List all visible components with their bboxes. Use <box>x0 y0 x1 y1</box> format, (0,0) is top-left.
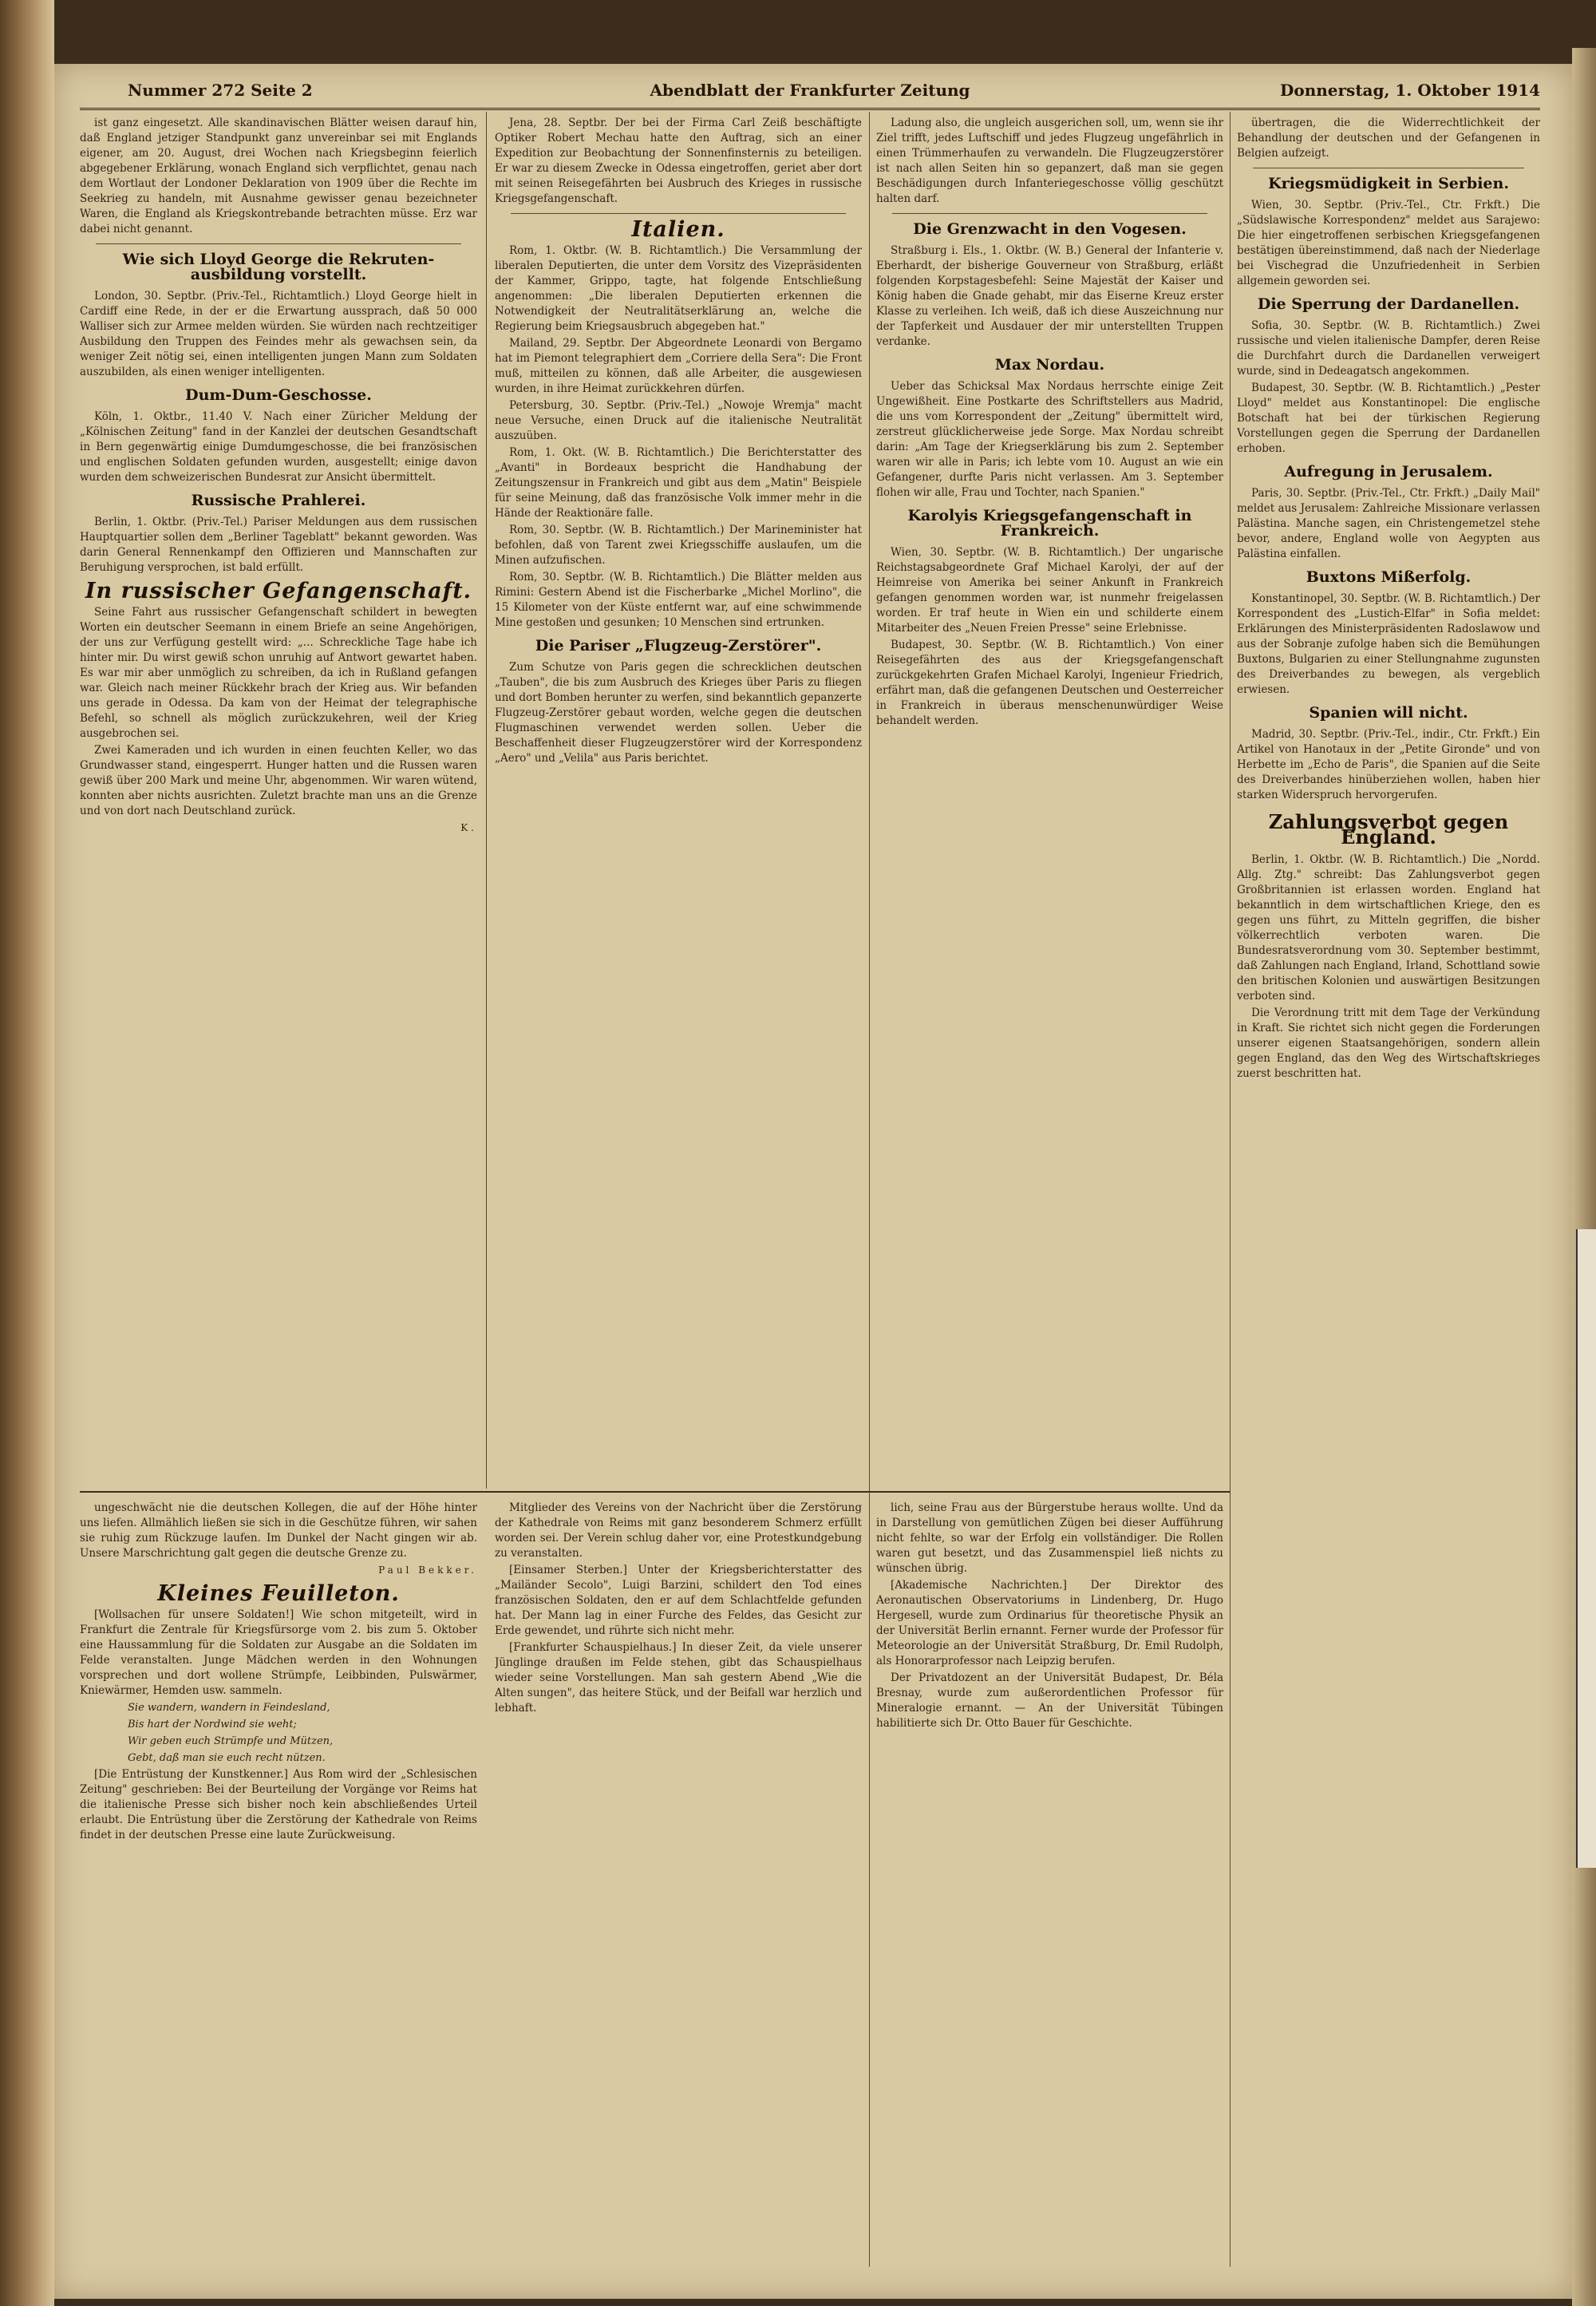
article-text: Mailand, 29. Septbr. Der Abgeordnete Leonardi von Bergamo hat im Piemont telegraphiert dem „Corriere della Sera": Die Front muß, mitteilen zu können, daß alle Arbeiter, die ausgewiesen wurden, in ihre Heimat zurückkehren dürfen. <box>495 337 862 395</box>
column-3 <box>876 116 1223 1485</box>
book-spine <box>0 0 54 2306</box>
verse-line: Gebt, daß man sie euch recht nützen. <box>128 1752 326 1764</box>
column-1 <box>80 116 477 1485</box>
feuilleton-column-2 <box>495 1501 862 2267</box>
masthead <box>80 76 1540 110</box>
page-edge <box>1572 48 1596 2306</box>
verse-line: Bis hart der Nordwind sie weht; <box>128 1719 297 1730</box>
headline-spanien: Spanien will nicht. <box>1309 704 1468 722</box>
separator <box>892 213 1207 214</box>
headline-italien: Italien. <box>631 217 725 242</box>
article-text: Köln, 1. Oktbr., 11.40 V. Nach einer Züricher Meldung der „Kölnischen Zeitung" fand in der Kanzlei der deutschen Gesandtschaft in Bern gegenwärtig einige Dumdumgeschosse, die bei französischen und englischen Soldaten gefunden wurden, ausgestellt; einige davon wurden dem schweizerischen Bundesrat zur Ansicht übermittelt. <box>80 410 477 484</box>
article-text: Mitglieder des Vereins von der Nachricht über die Zerstörung der Kathedrale von Reims mit ganz besonderem Schmerz erfüllt worden sei. Der Verein schlug daher vor, eine Protestkundgebung zu veranstalten. <box>495 1501 862 1560</box>
headline-max-nordau: Max Nordau. <box>994 356 1105 374</box>
newspaper-title: Abendblatt der Frankfurter Zeitung <box>650 81 970 100</box>
article-text: Der Privatdozent an der Universität Budapest, Dr. Béla Bresnay, wurde zum außerordentlichen Professor für Mineralogie ernannt. — An der Universität Tübingen habilitierte sich Dr. Otto Bauer für Geschichte. <box>876 1671 1223 1730</box>
article-text: [Akademische Nachrichten.] Der Direktor des Aeronautischen Observatoriums in Lindenberg, Dr. Hugo Hergesell, wurde zum Ordinarius für theoretische Physik an der Universität Berlin ernannt. Ferner wurde der Professor für Meteorologie an der Universität Straßburg, Dr. Emil Rudolph, als Honorarprofessor nach Leipzig berufen. <box>876 1579 1223 1667</box>
article-text: Rom, 1. Okt. (W. B. Richtamtlich.) Die Berichterstatter des „Avanti" in Bordeaux bespricht die Handhabung der Zeitungszensur in Frankreich und gibt aus dem „Matin" Beispiele für seine Meinung, daß das französische Volk immer mehr in die Hände der Reaktionäre falle. <box>495 446 862 520</box>
article-text: ist ganz eingesetzt. Alle skandinavischen Blätter weisen darauf hin, daß England jetziger Standpunkt ganz unvereinbar sei mit Englands eigener, am 20. August, drei Wochen nach Kriegsbeginn feierlich abgegebener Erklärung, wonach England sich verpflichtet, genau nach dem Wortlaut der Londoner Deklaration von 1909 über die Rechte im Seekrieg zu handeln, mit Ausnahme gewisser genau bezeichneter Waren, die England als Kriegskontrebande betrachten müsse. Erz war dabei nicht genannt. <box>80 117 477 235</box>
feuilleton-column-1 <box>80 1501 477 2267</box>
article-text: Ladung also, die ungleich ausgerichen soll, um, wenn sie ihr Ziel trifft, jedes Luftschiff und jedes Flugzeug ungefährlich in einen Trümmerhaufen zu verwandeln. Die Flugzeugzerstörer ist nach allen Seiten hin so gepanzert, daß man sie gegen Beschädigungen durch Infanteriegeschosse völlig geschützt halten darf. <box>876 117 1223 205</box>
signature: Paul Bekker. <box>378 1564 477 1576</box>
headline-flugzeug-zerstoerer: Die Pariser „Flugzeug-Zerstörer". <box>535 637 822 655</box>
article-text: Rom, 30. Septbr. (W. B. Richtamtlich.) Der Marineminister hat befohlen, daß von Tarent zwei Kriegsschiffe auslaufen, um die Minen aufzufischen. <box>495 524 862 567</box>
article-text: Madrid, 30. Septbr. (Priv.-Tel., indir., Ctr. Frkft.) Ein Artikel von Hanotaux in der „Petite Gironde" und von Herbette im „Echo de Paris", die Spanien auf die Seite des Dreiverbandes hinüberziehen wollen, haben hier starken Widerspruch hervorgerufen. <box>1237 728 1540 801</box>
issue-date: Donnerstag, 1. Oktober 1914 <box>1280 81 1540 100</box>
article-text: Zwei Kameraden und ich wurden in einen feuchten Keller, wo das Grundwasser stand, eingesperrt. Hunger hatten und die Russen waren gewiß über 200 Mark und meine Uhr, abgenommen. Wir waren wütend, konnten aber nichts ausrichten. Zuletzt brachte man uns an die Grenze und von dort nach Deutschland zurück. <box>80 744 477 817</box>
headline-grenzwacht: Die Grenzwacht in den Vogesen. <box>913 220 1187 238</box>
issue-number: Nummer 272 Seite 2 <box>128 81 313 100</box>
feuilleton-column-3 <box>876 1501 1223 2267</box>
article-text: übertragen, die die Widerrechtlichkeit der Behandlung der deutschen und der Gefangenen in Belgien aufzeigt. <box>1237 117 1540 160</box>
article-text: Jena, 28. Septbr. Der bei der Firma Carl Zeiß beschäftigte Optiker Robert Mechau hatte den Auftrag, sich an einer Expedition zur Beobachtung der Sonnenfinsternis zu beteiligen. Er war zu diesem Zwecke in Odessa eingetroffen, geriet aber dort mit seinen Reisegefährten bei Ausbruch des Krieges in russische Kriegsgefangenschaft. <box>495 117 862 205</box>
article-text: lich, seine Frau aus der Bürgerstube heraus wollte. Und da in Darstellung von gemütlichen Zügen bei dieser Aufführung nicht fehlte, so war der Erfolg ein vollständiger. Die Rollen waren gut besetzt, und das Zusammenspiel ließ nichts zu wünschen übrig. <box>876 1501 1223 1575</box>
headline-karolyi: Karolyis Kriegsgefangenschaft in Frankreich. <box>907 507 1192 540</box>
column-divider <box>869 112 870 2267</box>
article-text: Rom, 1. Oktbr. (W. B. Richtamtlich.) Die Versammlung der liberalen Deputierten, die unter dem Vorsitz des Vizepräsidenten der Kammer, Grippo, tagte, hat folgende Entschließung angenommen: „Die liberalen Deputierten erkennen die Notwendigkeit der Neutralitätserklärung an, welche die Regierung beim Kriegsausbruch abgegeben hat." <box>495 244 862 333</box>
headline-russische-gefangenschaft: In russischer Gefangenschaft. <box>85 579 472 603</box>
article-text: Berlin, 1. Oktbr. (W. B. Richtamtlich.) Die „Nordd. Allg. Ztg." schreibt: Das Zahlungsverbot gegen Großbritannien ist erlassen worden. England hat bekanntlich in dem wirtschaftlichen Kriege, den es gegen uns führt, zu Mitteln gegriffen, die bisher völkerrechtlich verboten waren. Die Bundesratsverordnung vom 30. September bestimmt, daß Zahlungen nach England, Irland, Schottland sowie den britischen Kolonien und auswärtigen Besitzungen verboten sind. <box>1237 853 1540 1003</box>
column-2 <box>495 116 862 1485</box>
headline-dumdum: Dum-Dum-Geschosse. <box>185 386 372 404</box>
article-text: Petersburg, 30. Septbr. (Priv.-Tel.) „Nowoje Wremja" macht neue Versuche, einen Druck auf die italienische Neutralität auszuüben. <box>495 399 862 442</box>
column-4 <box>1237 116 1540 2271</box>
article-text: ungeschwächt nie die deutschen Kollegen, die auf der Höhe hinter uns liefen. Allmählich ließen sie sich in die Geschütze führen, wir sahen sie ruhig zum Rückzuge laufen. Im Dunkel der Nacht gingen wir ab. Unsere Marschrichtung galt gegen die deutsche Grenze zu. <box>80 1501 477 1560</box>
article-text: Wien, 30. Septbr. (W. B. Richtamtlich.) Der ungarische Reichstagsabgeordnete Graf Michael Karolyi, der auf der Heimreise von Amerika bei seiner Ankunft in Frankreich gefangen genommen worden war, ist nunmehr freigelassen worden. Er traf heute in Wien ein und schilderte einem Mitarbeiter des „Neuen Freien Presse" seine Erlebnisse. <box>876 546 1223 635</box>
headline-jerusalem: Aufregung in Jerusalem. <box>1284 463 1493 481</box>
article-text: Konstantinopel, 30. Septbr. (W. B. Richtamtlich.) Der Korrespondent des „Lustich-Elfar" in Sofia meldet: Erklärungen des Ministerpräsidenten Radoslawow und aus der Sobranje zufolge haben sich die Bemühungen Buxtons, Bulgarien zu einer Stellungnahme zugunsten des Dreiverbandes zu bewegen, als vergeblich erwiesen. <box>1237 592 1540 696</box>
article-text: Seine Fahrt aus russischer Gefangenschaft schildert in bewegten Worten ein deutscher Seemann in einem Briefe an seine Angehörigen, der uns zur Verfügung gestellt wird: „... Schreckliche Tage habe ich hinter mir. Du wirst gewiß schon unruhig auf Antwort gewartet haben. Es war mir aber unmöglich zu schreiben, da ich in Rußland gefangen war. Gleich nach meiner Rückkehr brach der Krieg aus. Wir befanden uns gerade in Odessa. Da kam von der Heimat der telegraphische Befehl, so schnell als möglich zurückzukehren, weil der Krieg ausgebrochen sei. <box>80 606 477 740</box>
column-divider <box>1230 112 1231 2267</box>
article-text: Budapest, 30. Septbr. (W. B. Richtamtlich.) Von einer Reisegefährten des aus der Kriegsgefangenschaft zurückgekehrten Grafen Michael Karolyi, Ingenieur Friedrich, erfährt man, daß die gefangenen Deutschen und Oesterreicher in Frankreich in überaus menschenunwürdiger Weise behandelt werden. <box>876 639 1223 727</box>
article-text: Straßburg i. Els., 1. Oktbr. (W. B.) General der Infanterie v. Eberhardt, der bisherige Gouverneur von Straßburg, erläßt folgenden Korpstagesbefehl: Seine Majestät der Kaiser und König haben die Gnade gehabt, mir das Eiserne Kreuz erster Klasse zu verleihen. Ich weiß, daß ich diese Auszeichnung nur der Tapferkeit und Ausdauer der mir unterstellten Truppen verdanke. <box>876 244 1223 348</box>
verse-line: Wir geben euch Strümpfe und Mützen, <box>128 1735 334 1747</box>
adjacent-page-fold <box>1576 1229 1596 1868</box>
article-text: London, 30. Septbr. (Priv.-Tel., Richtamtlich.) Lloyd George hielt in Cardiff eine Rede, in der er die Erwartung aussprach, daß 50 000 Walliser sich zur Armee melden würden. Sie würden nach rechtzeitiger Ausbildung den Truppen des Feindes mehr als gewachsen sein, da weniger Zeit nötig sei, einen intelligenten jungen Mann zum Soldaten auszubilden, als einen weniger intelligenten. <box>80 290 477 378</box>
headline-russische-prahlerei: Russische Prahlerei. <box>191 492 366 509</box>
article-text: Wien, 30. Septbr. (Priv.-Tel., Ctr. Frkft.) Die „Südslawische Korrespondenz" meldet aus Sarajewo: Die hier eingetroffenen serbischen Kriegsgefangenen bestätigen übereinstimmend, daß nach der Niederlage bei Vischegrad die Unzufriedenheit in Serbien allgemein geworden sei. <box>1237 199 1540 287</box>
headline-zahlungsverbot: Zahlungsverbot gegen England. <box>1268 810 1509 848</box>
headline-lloyd-george: Wie sich Lloyd George die Rekruten-ausbildung vorstellt. <box>122 251 435 283</box>
article-text: [Wollsachen für unsere Soldaten!] Wie schon mitgeteilt, wird in Frankfurt die Zentrale für Kriegsfürsorge vom 2. bis zum 5. Oktober eine Haussammlung für die Soldaten zur Ausgabe an die Soldaten im Felde veranstalten. Junge Mädchen werden in den Wohnungen vorsprechen und dort wollene Strümpfe, Leibbinden, Pulswärmer, Kniewärmer, Hemden usw. sammeln. <box>80 1608 477 1697</box>
verse-line: Sie wandern, wandern in Feindesland, <box>128 1702 330 1714</box>
headline-dardanellen: Die Sperrung der Dardanellen. <box>1257 295 1520 313</box>
separator <box>96 243 461 244</box>
separator <box>511 213 846 214</box>
column-divider <box>486 112 487 1489</box>
article-text: Budapest, 30. Septbr. (W. B. Richtamtlich.) „Pester Lloyd" meldet aus Konstantinopel: Die englische Botschaft hat bei der türkischen Regierung Vorstellungen gegen die Sperrung der Dardanellen erhoben. <box>1237 382 1540 455</box>
article-text: Die Verordnung tritt mit dem Tage der Verkündung in Kraft. Sie richtet sich nicht gegen die Forderungen unserer eigenen Staatsangehörigen, sondern allein gegen England, das den Weg des Wirtschaftskrieges zuerst beschritten hat. <box>1237 1007 1540 1080</box>
article-text: [Die Entrüstung der Kunstkenner.] Aus Rom wird der „Schlesischen Zeitung" geschrieben: Bei der Beurteilung der Vorgänge vor Reims hat die italienische Presse sich bisher noch kein abschließendes Urteil erlaubt. Die Entrüstung über die Zerstörung der Kathedrale von Reims findet in der deutschen Presse eine laute Zurückweisung. <box>80 1768 477 1841</box>
article-text: [Einsamer Sterben.] Unter der Kriegsberichterstatter des „Mailänder Secolo", Luigi Barzini, schildert den Tod eines französischen Soldaten, den er auf dem Schlachtfelde gefunden hat. Der Mann lag in einer Furche des Feldes, das Gesicht zur Erde gewendet, und rührte sich nicht mehr. <box>495 1564 862 1637</box>
article-text: Sofia, 30. Septbr. (W. B. Richtamtlich.) Zwei russische und vielen italienische Dampfer, deren Reise die Durchfahrt durch die Dardanellen verweigert wurde, sind in Dedeagatsch angekommen. <box>1237 319 1540 378</box>
article-text: [Frankfurter Schauspielhaus.] In dieser Zeit, da viele unserer Jünglinge draußen im Felde stehen, gibt das Schauspielhaus wieder seine Vorstellungen. Man sah gestern Abend „Wie die Alten sungen", das heitere Stück, und der Beifall war herzlich und lebhaft. <box>495 1641 862 1715</box>
headline-serbien: Kriegsmüdigkeit in Serbien. <box>1268 175 1509 192</box>
headline-buxton: Buxtons Mißerfolg. <box>1306 568 1472 586</box>
article-text: Paris, 30. Septbr. (Priv.-Tel., Ctr. Frkft.) „Daily Mail" meldet aus Jerusalem: Zahlreiche Missionare verlassen Palästina. Manche sagen, ein Christengemetzel stehe bevor, andere, England wolle von Aegypten aus Palästina einfallen. <box>1237 487 1540 560</box>
signature: K. <box>460 822 477 833</box>
headline-kleines-feuilleton: Kleines Feuilleton. <box>157 1581 400 1606</box>
article-text: Zum Schutze von Paris gegen die schrecklichen deutschen „Tauben", die bis zum Ausbruch des Krieges über Paris zu fliegen und dort Bomben herunter zu werfen, sind bekanntlich gepanzerte Flugzeug-Zerstörer gebaut worden, welche gegen die deutschen Flugmaschinen verwendet werden sollen. Ueber die Beschaffenheit dieser Flugzeugzerstörer wird der Korrespondenz „Aero" und „Velila" aus Paris berichtet. <box>495 661 862 765</box>
article-text: Rom, 30. Septbr. (W. B. Richtamtlich.) Die Blätter melden aus Rimini: Gestern Abend ist die Fischerbarke „Michel Morlino", die 15 Kilometer von der Küste entfernt war, auf eine schwimmende Mine gestoßen und gesunken; 10 Menschen sind ertrunken. <box>495 571 862 629</box>
feuilleton-rule <box>80 1491 1230 1493</box>
article-text: Berlin, 1. Oktbr. (Priv.-Tel.) Pariser Meldungen aus dem russischen Hauptquartier sollen dem „Berliner Tageblatt" bekannt geworden. Was darin General Rennenkampf den Offizieren und Mannschaften zur Beruhigung versprochen, ist bald erfüllt. <box>80 516 477 574</box>
article-text: Ueber das Schicksal Max Nordaus herrschte einige Zeit Ungewißheit. Eine Postkarte des Schriftstellers aus Madrid, die uns vom Korrespondent der „Zeitung" übermittelt wird, zerstreut glücklicherweise jede Sorge. Max Nordau schreibt darin: „Am Tage der Kriegserklärung bis zum 2. September waren wir alle in Paris; ich lebte vom 10. August an wie ein Gefangener, durfte Paris nicht verlassen. Am 3. September flohen wir alle, Frau und Tochter, nach Spanien." <box>876 380 1223 499</box>
